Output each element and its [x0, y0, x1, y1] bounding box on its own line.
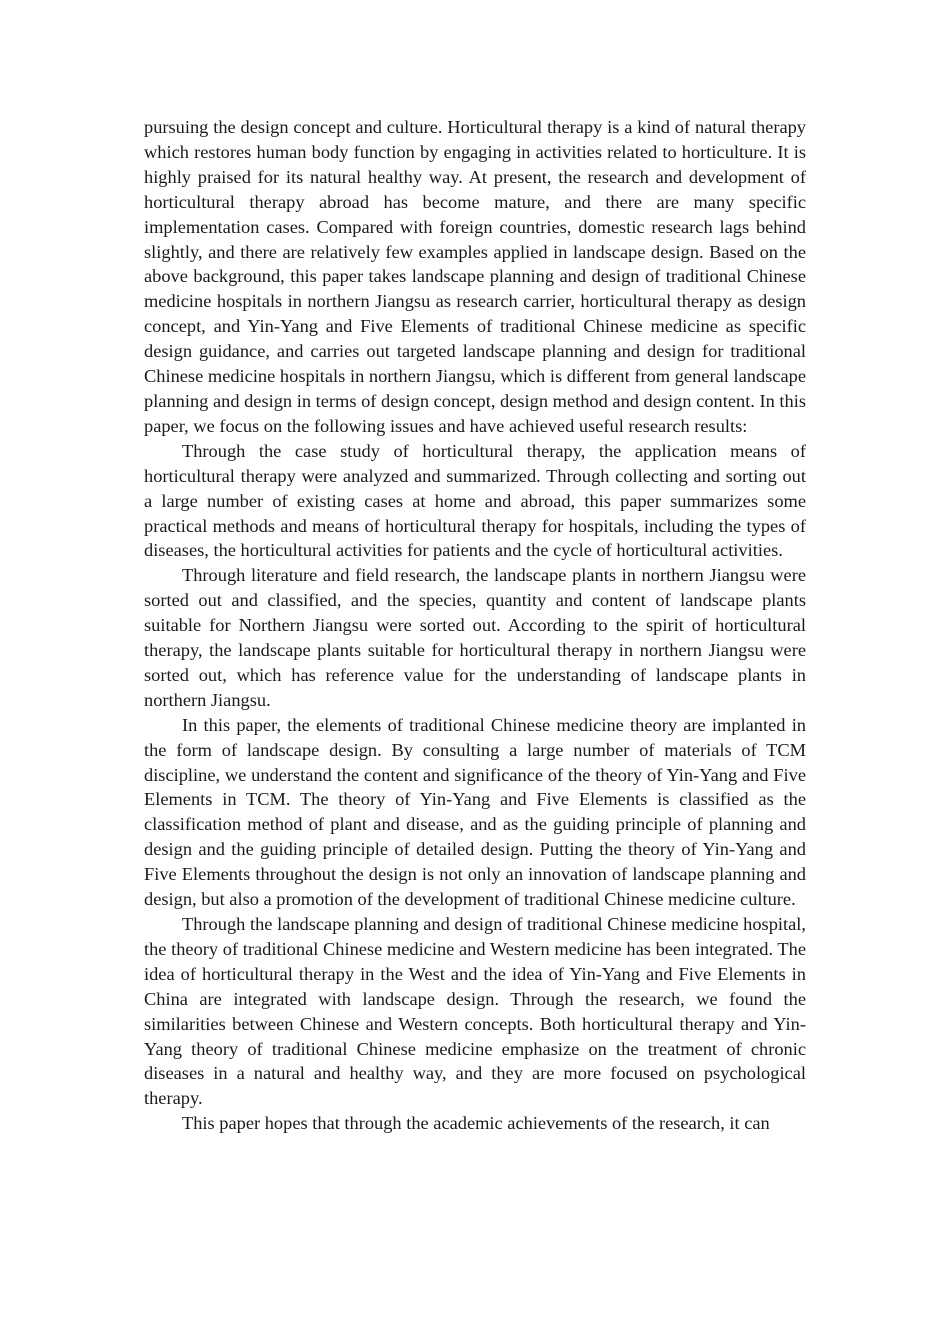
paragraph-case-study: Through the case study of horticultural therapy, the application means of horticultural therapy were analyzed and summarized. Through collecting and sorting out a large number of existing cases at home and abroad, this paper summarizes some practical methods and means of horticultural therapy for hospitals, including the types of diseases, the horticultural activities for patients and the cycle of horticultural activities.	[144, 440, 806, 561]
paragraph-tcm-theory: In this paper, the elements of traditional Chinese medicine theory are implanted in the form of landscape design. By consulting a large number of materials of TCM discipline, we understand the content and significance of the theory of Yin-Yang and Five Elements in TCM. The theory of Yin-Yang and Five Elements is classified as the classification method of plant and disease, and as the guiding principle of planning and design and the guiding principle of detailed design. Putting the theory of Yin-Yang and Five Elements throughout the design is not only an innovation of landscape planning and design, but also a promotion of the development of traditional Chinese medicine culture.	[144, 714, 806, 910]
paragraph-landscape-plants: Through literature and field research, the landscape plants in northern Jiangsu were sorted out and classified, and the species, quantity and content of landscape plants suitable for Northern Jiangsu were sorted out. According to the spirit of horticultural therapy, the landscape plants suitable for horticultural therapy in northern Jiangsu were sorted out, which has reference value for the understanding of landscape plants in northern Jiangsu.	[144, 565, 806, 710]
paragraph-hopes: This paper hopes that through the academic achievements of the research, it can	[182, 1113, 770, 1134]
paragraph-continuation: pursuing the design concept and culture. Horticultural therapy is a kind of natural therapy which restores human body function by engaging in activities related to horticulture. It is highly praised for its natural healthy way. At present, the research and development of horticultural therapy abroad has become mature, and there are many specific implementation cases. Compared with foreign countries, domestic research lags behind slightly, and there are relatively few examples applied in landscape design. Based on the above background, this paper takes landscape planning and design of traditional Chinese medicine hospitals in northern Jiangsu as research carrier, horticultural therapy as design concept, and Yin-Yang and Five Elements of traditional Chinese medicine as specific design guidance, and carries out targeted landscape planning and design for traditional Chinese medicine hospitals in northern Jiangsu, which is different from general landscape planning and design in terms of design concept, design method and design content. In this paper, we focus on the following issues and have achieved useful research results:	[144, 117, 806, 436]
body-text	[144, 115, 806, 1136]
paragraph-integration: Through the landscape planning and design of traditional Chinese medicine hospital, the theory of traditional Chinese medicine and Western medicine has been integrated. The idea of horticultural therapy in the West and the idea of Yin-Yang and Five Elements in China are integrated with landscape design. Through the research, we found the similarities between Chinese and Western concepts. Both horticultural therapy and Yin-Yang theory of traditional Chinese medicine emphasize on the treatment of chronic diseases in a natural and healthy way, and they are more focused on psychological therapy.	[144, 914, 806, 1109]
